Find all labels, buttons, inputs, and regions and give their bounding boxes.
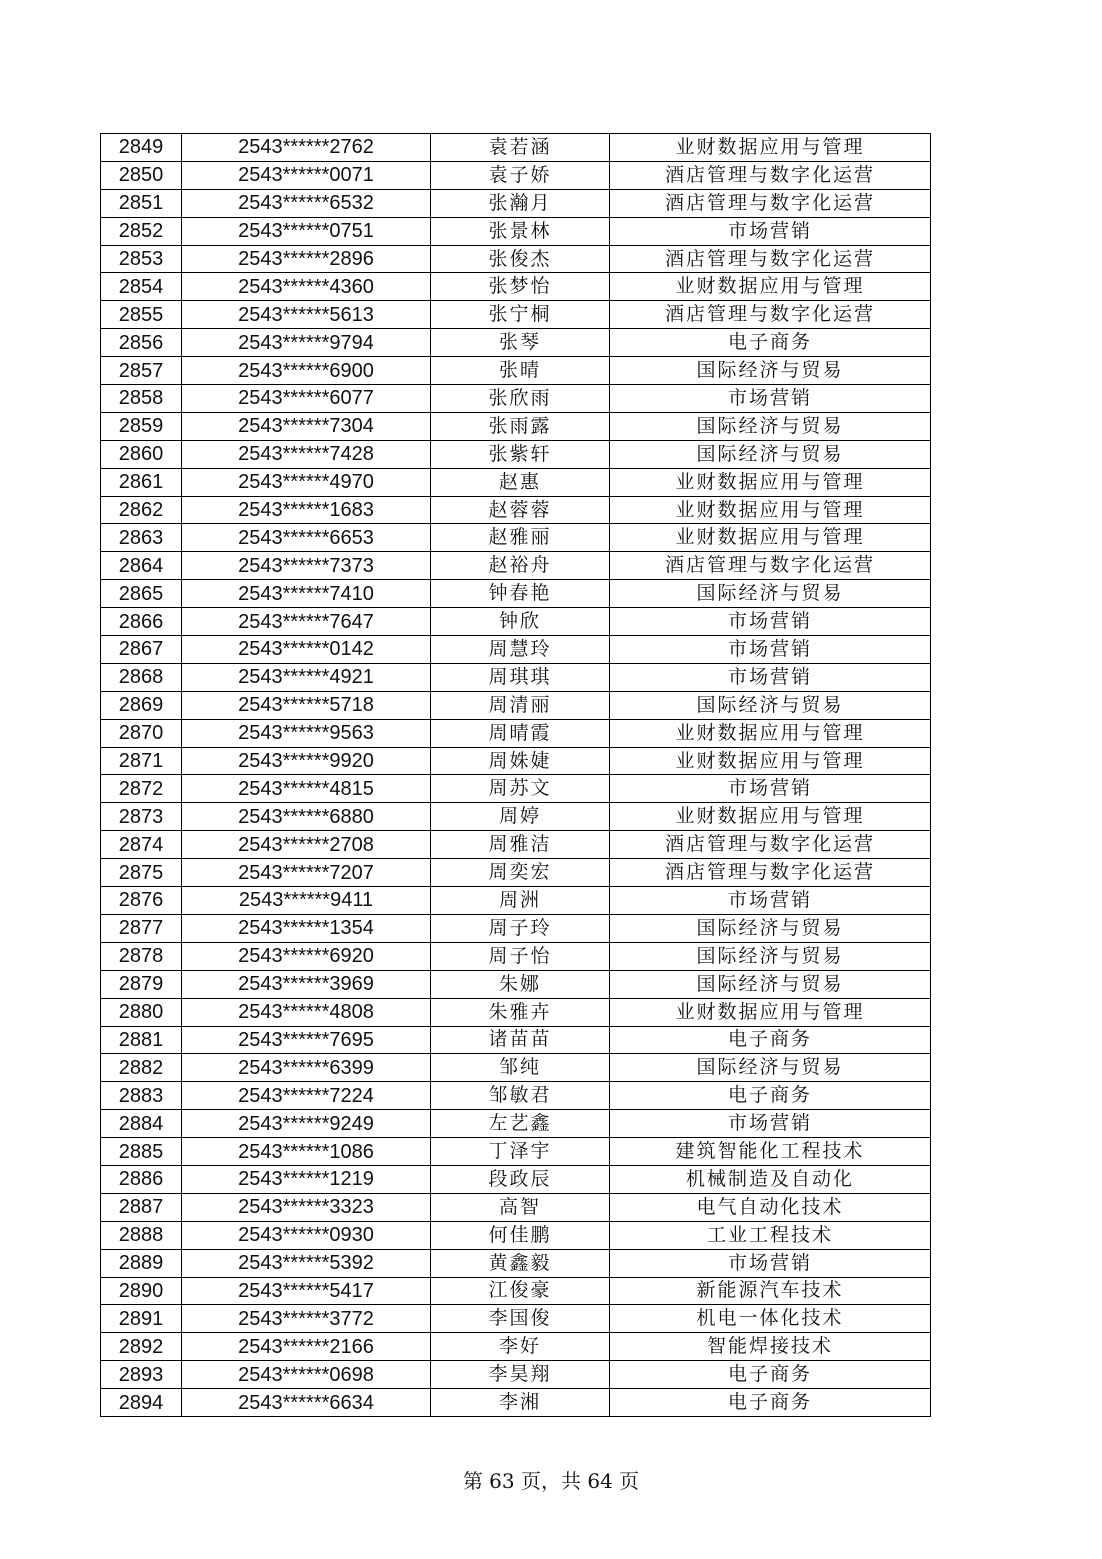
row-number-cell: 2878 bbox=[101, 942, 182, 970]
student-id-cell: 2543******4808 bbox=[182, 998, 431, 1026]
student-id-cell: 2543******9249 bbox=[182, 1110, 431, 1138]
student-id-cell: 2543******2166 bbox=[182, 1333, 431, 1361]
student-id-cell: 2543******0698 bbox=[182, 1361, 431, 1389]
major-cell: 市场营销 bbox=[610, 608, 931, 636]
student-id-cell: 2543******6077 bbox=[182, 385, 431, 413]
major-cell: 市场营销 bbox=[610, 663, 931, 691]
student-id-cell: 2543******5417 bbox=[182, 1277, 431, 1305]
student-id-cell: 2543******6399 bbox=[182, 1054, 431, 1082]
row-number-cell: 2873 bbox=[101, 803, 182, 831]
table-row bbox=[101, 1054, 931, 1082]
table-row bbox=[101, 887, 931, 915]
student-name-cell: 赵蓉蓉 bbox=[431, 496, 610, 524]
student-id-cell: 2543******9920 bbox=[182, 747, 431, 775]
student-name-cell: 周苏文 bbox=[431, 775, 610, 803]
row-number-cell: 2870 bbox=[101, 719, 182, 747]
major-cell: 酒店管理与数字化运营 bbox=[610, 831, 931, 859]
row-number-cell: 2883 bbox=[101, 1082, 182, 1110]
major-cell: 国际经济与贸易 bbox=[610, 691, 931, 719]
row-number-cell: 2881 bbox=[101, 1026, 182, 1054]
student-id-cell: 2543******1683 bbox=[182, 496, 431, 524]
table-row bbox=[101, 329, 931, 357]
major-cell: 酒店管理与数字化运营 bbox=[610, 859, 931, 887]
major-cell: 酒店管理与数字化运营 bbox=[610, 161, 931, 189]
student-name-cell: 周子玲 bbox=[431, 914, 610, 942]
table-row bbox=[101, 161, 931, 189]
table-row bbox=[101, 747, 931, 775]
student-id-cell: 2543******4360 bbox=[182, 273, 431, 301]
table-row bbox=[101, 1361, 931, 1389]
major-cell: 酒店管理与数字化运营 bbox=[610, 301, 931, 329]
row-number-cell: 2888 bbox=[101, 1221, 182, 1249]
student-name-cell: 周奕宏 bbox=[431, 859, 610, 887]
student-id-cell: 2543******7647 bbox=[182, 608, 431, 636]
row-number-cell: 2861 bbox=[101, 468, 182, 496]
table-row bbox=[101, 1138, 931, 1166]
row-number-cell: 2874 bbox=[101, 831, 182, 859]
student-id-cell: 2543******9563 bbox=[182, 719, 431, 747]
row-number-cell: 2869 bbox=[101, 691, 182, 719]
major-cell: 业财数据应用与管理 bbox=[610, 719, 931, 747]
table-row bbox=[101, 552, 931, 580]
student-name-cell: 袁子娇 bbox=[431, 161, 610, 189]
student-name-cell: 高智 bbox=[431, 1193, 610, 1221]
table-row bbox=[101, 1249, 931, 1277]
row-number-cell: 2866 bbox=[101, 608, 182, 636]
student-id-cell: 2543******7410 bbox=[182, 580, 431, 608]
student-name-cell: 李湘 bbox=[431, 1389, 610, 1417]
major-cell: 国际经济与贸易 bbox=[610, 580, 931, 608]
page-footer: 第 63 页，共 64 页 bbox=[462, 1469, 640, 1493]
student-name-cell: 周晴霞 bbox=[431, 719, 610, 747]
table-row bbox=[101, 914, 931, 942]
student-name-cell: 赵雅丽 bbox=[431, 524, 610, 552]
row-number-cell: 2852 bbox=[101, 217, 182, 245]
row-number-cell: 2851 bbox=[101, 189, 182, 217]
student-id-cell: 2543******7695 bbox=[182, 1026, 431, 1054]
student-id-cell: 2543******6532 bbox=[182, 189, 431, 217]
major-cell: 电子商务 bbox=[610, 329, 931, 357]
student-name-cell: 周姝婕 bbox=[431, 747, 610, 775]
student-name-cell: 周雅洁 bbox=[431, 831, 610, 859]
student-id-cell: 2543******1086 bbox=[182, 1138, 431, 1166]
row-number-cell: 2865 bbox=[101, 580, 182, 608]
student-id-cell: 2543******9794 bbox=[182, 329, 431, 357]
row-number-cell: 2854 bbox=[101, 273, 182, 301]
student-name-cell: 张瀚月 bbox=[431, 189, 610, 217]
student-id-cell: 2543******3323 bbox=[182, 1193, 431, 1221]
table-row bbox=[101, 1277, 931, 1305]
major-cell: 国际经济与贸易 bbox=[610, 914, 931, 942]
table-row bbox=[101, 301, 931, 329]
major-cell: 国际经济与贸易 bbox=[610, 942, 931, 970]
table-row bbox=[101, 524, 931, 552]
student-name-cell: 丁泽宇 bbox=[431, 1138, 610, 1166]
row-number-cell: 2867 bbox=[101, 636, 182, 664]
table-row bbox=[101, 189, 931, 217]
row-number-cell: 2889 bbox=[101, 1249, 182, 1277]
student-name-cell: 赵惠 bbox=[431, 468, 610, 496]
major-cell: 业财数据应用与管理 bbox=[610, 273, 931, 301]
student-name-cell: 左艺鑫 bbox=[431, 1110, 610, 1138]
table-row bbox=[101, 1082, 931, 1110]
student-id-cell: 2543******0071 bbox=[182, 161, 431, 189]
major-cell: 市场营销 bbox=[610, 1249, 931, 1277]
table-row bbox=[101, 468, 931, 496]
row-number-cell: 2879 bbox=[101, 970, 182, 998]
student-id-cell: 2543******6653 bbox=[182, 524, 431, 552]
major-cell: 国际经济与贸易 bbox=[610, 357, 931, 385]
row-number-cell: 2890 bbox=[101, 1277, 182, 1305]
row-number-cell: 2887 bbox=[101, 1193, 182, 1221]
student-name-cell: 黄鑫毅 bbox=[431, 1249, 610, 1277]
major-cell: 电子商务 bbox=[610, 1026, 931, 1054]
student-id-cell: 2543******4970 bbox=[182, 468, 431, 496]
student-name-cell: 张雨露 bbox=[431, 412, 610, 440]
row-number-cell: 2863 bbox=[101, 524, 182, 552]
student-name-cell: 周婷 bbox=[431, 803, 610, 831]
row-number-cell: 2880 bbox=[101, 998, 182, 1026]
major-cell: 市场营销 bbox=[610, 217, 931, 245]
student-name-cell: 周清丽 bbox=[431, 691, 610, 719]
major-cell: 机电一体化技术 bbox=[610, 1305, 931, 1333]
student-id-cell: 2543******9411 bbox=[182, 887, 431, 915]
student-name-cell: 周琪琪 bbox=[431, 663, 610, 691]
major-cell: 酒店管理与数字化运营 bbox=[610, 245, 931, 273]
table-row bbox=[101, 859, 931, 887]
student-id-cell: 2543******1219 bbox=[182, 1165, 431, 1193]
student-name-cell: 张琴 bbox=[431, 329, 610, 357]
student-name-cell: 张梦怡 bbox=[431, 273, 610, 301]
major-cell: 国际经济与贸易 bbox=[610, 440, 931, 468]
table-row bbox=[101, 245, 931, 273]
row-number-cell: 2882 bbox=[101, 1054, 182, 1082]
table-row bbox=[101, 663, 931, 691]
student-id-cell: 2543******6634 bbox=[182, 1389, 431, 1417]
row-number-cell: 2860 bbox=[101, 440, 182, 468]
row-number-cell: 2855 bbox=[101, 301, 182, 329]
table-row bbox=[101, 1305, 931, 1333]
row-number-cell: 2894 bbox=[101, 1389, 182, 1417]
student-name-cell: 袁若涵 bbox=[431, 134, 610, 162]
student-id-cell: 2543******4815 bbox=[182, 775, 431, 803]
student-name-cell: 邹敏君 bbox=[431, 1082, 610, 1110]
major-cell: 业财数据应用与管理 bbox=[610, 803, 931, 831]
major-cell: 市场营销 bbox=[610, 775, 931, 803]
student-name-cell: 周洲 bbox=[431, 887, 610, 915]
student-name-cell: 江俊豪 bbox=[431, 1277, 610, 1305]
major-cell: 市场营销 bbox=[610, 636, 931, 664]
row-number-cell: 2856 bbox=[101, 329, 182, 357]
student-name-cell: 张晴 bbox=[431, 357, 610, 385]
row-number-cell: 2850 bbox=[101, 161, 182, 189]
row-number-cell: 2884 bbox=[101, 1110, 182, 1138]
row-number-cell: 2864 bbox=[101, 552, 182, 580]
student-id-cell: 2543******0751 bbox=[182, 217, 431, 245]
table-row bbox=[101, 1221, 931, 1249]
student-id-cell: 2543******2762 bbox=[182, 134, 431, 162]
row-number-cell: 2885 bbox=[101, 1138, 182, 1166]
row-number-cell: 2849 bbox=[101, 134, 182, 162]
table-row bbox=[101, 1165, 931, 1193]
student-id-cell: 2543******3772 bbox=[182, 1305, 431, 1333]
table-row bbox=[101, 357, 931, 385]
major-cell: 新能源汽车技术 bbox=[610, 1277, 931, 1305]
row-number-cell: 2892 bbox=[101, 1333, 182, 1361]
student-name-cell: 朱雅卉 bbox=[431, 998, 610, 1026]
student-id-cell: 2543******6900 bbox=[182, 357, 431, 385]
major-cell: 酒店管理与数字化运营 bbox=[610, 552, 931, 580]
table-row bbox=[101, 942, 931, 970]
student-id-cell: 2543******7224 bbox=[182, 1082, 431, 1110]
student-name-cell: 周慧玲 bbox=[431, 636, 610, 664]
student-id-cell: 2543******6880 bbox=[182, 803, 431, 831]
student-name-cell: 钟春艳 bbox=[431, 580, 610, 608]
major-cell: 业财数据应用与管理 bbox=[610, 747, 931, 775]
student-name-cell: 李好 bbox=[431, 1333, 610, 1361]
student-id-cell: 2543******5392 bbox=[182, 1249, 431, 1277]
student-name-cell: 朱娜 bbox=[431, 970, 610, 998]
major-cell: 电子商务 bbox=[610, 1389, 931, 1417]
student-name-cell: 张景林 bbox=[431, 217, 610, 245]
student-name-cell: 张俊杰 bbox=[431, 245, 610, 273]
student-id-cell: 2543******3969 bbox=[182, 970, 431, 998]
student-name-cell: 张紫轩 bbox=[431, 440, 610, 468]
student-id-cell: 2543******5718 bbox=[182, 691, 431, 719]
table-row bbox=[101, 1389, 931, 1417]
row-number-cell: 2872 bbox=[101, 775, 182, 803]
major-cell: 业财数据应用与管理 bbox=[610, 496, 931, 524]
major-cell: 市场营销 bbox=[610, 1110, 931, 1138]
student-name-cell: 段政辰 bbox=[431, 1165, 610, 1193]
row-number-cell: 2871 bbox=[101, 747, 182, 775]
student-id-cell: 2543******2708 bbox=[182, 831, 431, 859]
student-name-cell: 钟欣 bbox=[431, 608, 610, 636]
student-id-cell: 2543******7373 bbox=[182, 552, 431, 580]
student-id-cell: 2543******0142 bbox=[182, 636, 431, 664]
row-number-cell: 2858 bbox=[101, 385, 182, 413]
row-number-cell: 2876 bbox=[101, 887, 182, 915]
row-number-cell: 2877 bbox=[101, 914, 182, 942]
student-name-cell: 邹纯 bbox=[431, 1054, 610, 1082]
major-cell: 业财数据应用与管理 bbox=[610, 134, 931, 162]
table-row bbox=[101, 719, 931, 747]
major-cell: 机械制造及自动化 bbox=[610, 1165, 931, 1193]
table-row bbox=[101, 998, 931, 1026]
table-row bbox=[101, 412, 931, 440]
row-number-cell: 2859 bbox=[101, 412, 182, 440]
student-id-cell: 2543******4921 bbox=[182, 663, 431, 691]
student-name-cell: 李昊翔 bbox=[431, 1361, 610, 1389]
table-row bbox=[101, 134, 931, 162]
student-id-cell: 2543******7304 bbox=[182, 412, 431, 440]
student-id-cell: 2543******6920 bbox=[182, 942, 431, 970]
major-cell: 国际经济与贸易 bbox=[610, 1054, 931, 1082]
table-row bbox=[101, 691, 931, 719]
major-cell: 市场营销 bbox=[610, 385, 931, 413]
major-cell: 电气自动化技术 bbox=[610, 1193, 931, 1221]
student-name-cell: 赵裕舟 bbox=[431, 552, 610, 580]
table-row bbox=[101, 1333, 931, 1361]
table-row bbox=[101, 1193, 931, 1221]
table-row bbox=[101, 440, 931, 468]
row-number-cell: 2862 bbox=[101, 496, 182, 524]
student-id-cell: 2543******2896 bbox=[182, 245, 431, 273]
row-number-cell: 2868 bbox=[101, 663, 182, 691]
major-cell: 智能焊接技术 bbox=[610, 1333, 931, 1361]
row-number-cell: 2875 bbox=[101, 859, 182, 887]
table-row bbox=[101, 636, 931, 664]
student-name-cell: 诸苗苗 bbox=[431, 1026, 610, 1054]
table-row bbox=[101, 775, 931, 803]
table-row bbox=[101, 803, 931, 831]
major-cell: 建筑智能化工程技术 bbox=[610, 1138, 931, 1166]
major-cell: 业财数据应用与管理 bbox=[610, 524, 931, 552]
student-id-cell: 2543******5613 bbox=[182, 301, 431, 329]
major-cell: 国际经济与贸易 bbox=[610, 970, 931, 998]
major-cell: 业财数据应用与管理 bbox=[610, 468, 931, 496]
table-row bbox=[101, 608, 931, 636]
table-row bbox=[101, 970, 931, 998]
row-number-cell: 2853 bbox=[101, 245, 182, 273]
student-name-cell: 李国俊 bbox=[431, 1305, 610, 1333]
student-id-cell: 2543******7428 bbox=[182, 440, 431, 468]
major-cell: 电子商务 bbox=[610, 1361, 931, 1389]
roster-table-body bbox=[101, 134, 931, 1417]
row-number-cell: 2893 bbox=[101, 1361, 182, 1389]
row-number-cell: 2857 bbox=[101, 357, 182, 385]
table-row bbox=[101, 831, 931, 859]
table-row bbox=[101, 217, 931, 245]
table-row bbox=[101, 273, 931, 301]
student-id-cell: 2543******7207 bbox=[182, 859, 431, 887]
table-row bbox=[101, 1110, 931, 1138]
student-id-cell: 2543******1354 bbox=[182, 914, 431, 942]
row-number-cell: 2886 bbox=[101, 1165, 182, 1193]
roster-table bbox=[100, 133, 931, 1417]
student-name-cell: 张欣雨 bbox=[431, 385, 610, 413]
major-cell: 业财数据应用与管理 bbox=[610, 998, 931, 1026]
major-cell: 电子商务 bbox=[610, 1082, 931, 1110]
table-row bbox=[101, 496, 931, 524]
table-row bbox=[101, 580, 931, 608]
major-cell: 国际经济与贸易 bbox=[610, 412, 931, 440]
major-cell: 工业工程技术 bbox=[610, 1221, 931, 1249]
student-name-cell: 何佳鹏 bbox=[431, 1221, 610, 1249]
major-cell: 酒店管理与数字化运营 bbox=[610, 189, 931, 217]
row-number-cell: 2891 bbox=[101, 1305, 182, 1333]
student-name-cell: 张宁桐 bbox=[431, 301, 610, 329]
major-cell: 市场营销 bbox=[610, 887, 931, 915]
student-name-cell: 周子怡 bbox=[431, 942, 610, 970]
table-row bbox=[101, 1026, 931, 1054]
table-row bbox=[101, 385, 931, 413]
student-id-cell: 2543******0930 bbox=[182, 1221, 431, 1249]
